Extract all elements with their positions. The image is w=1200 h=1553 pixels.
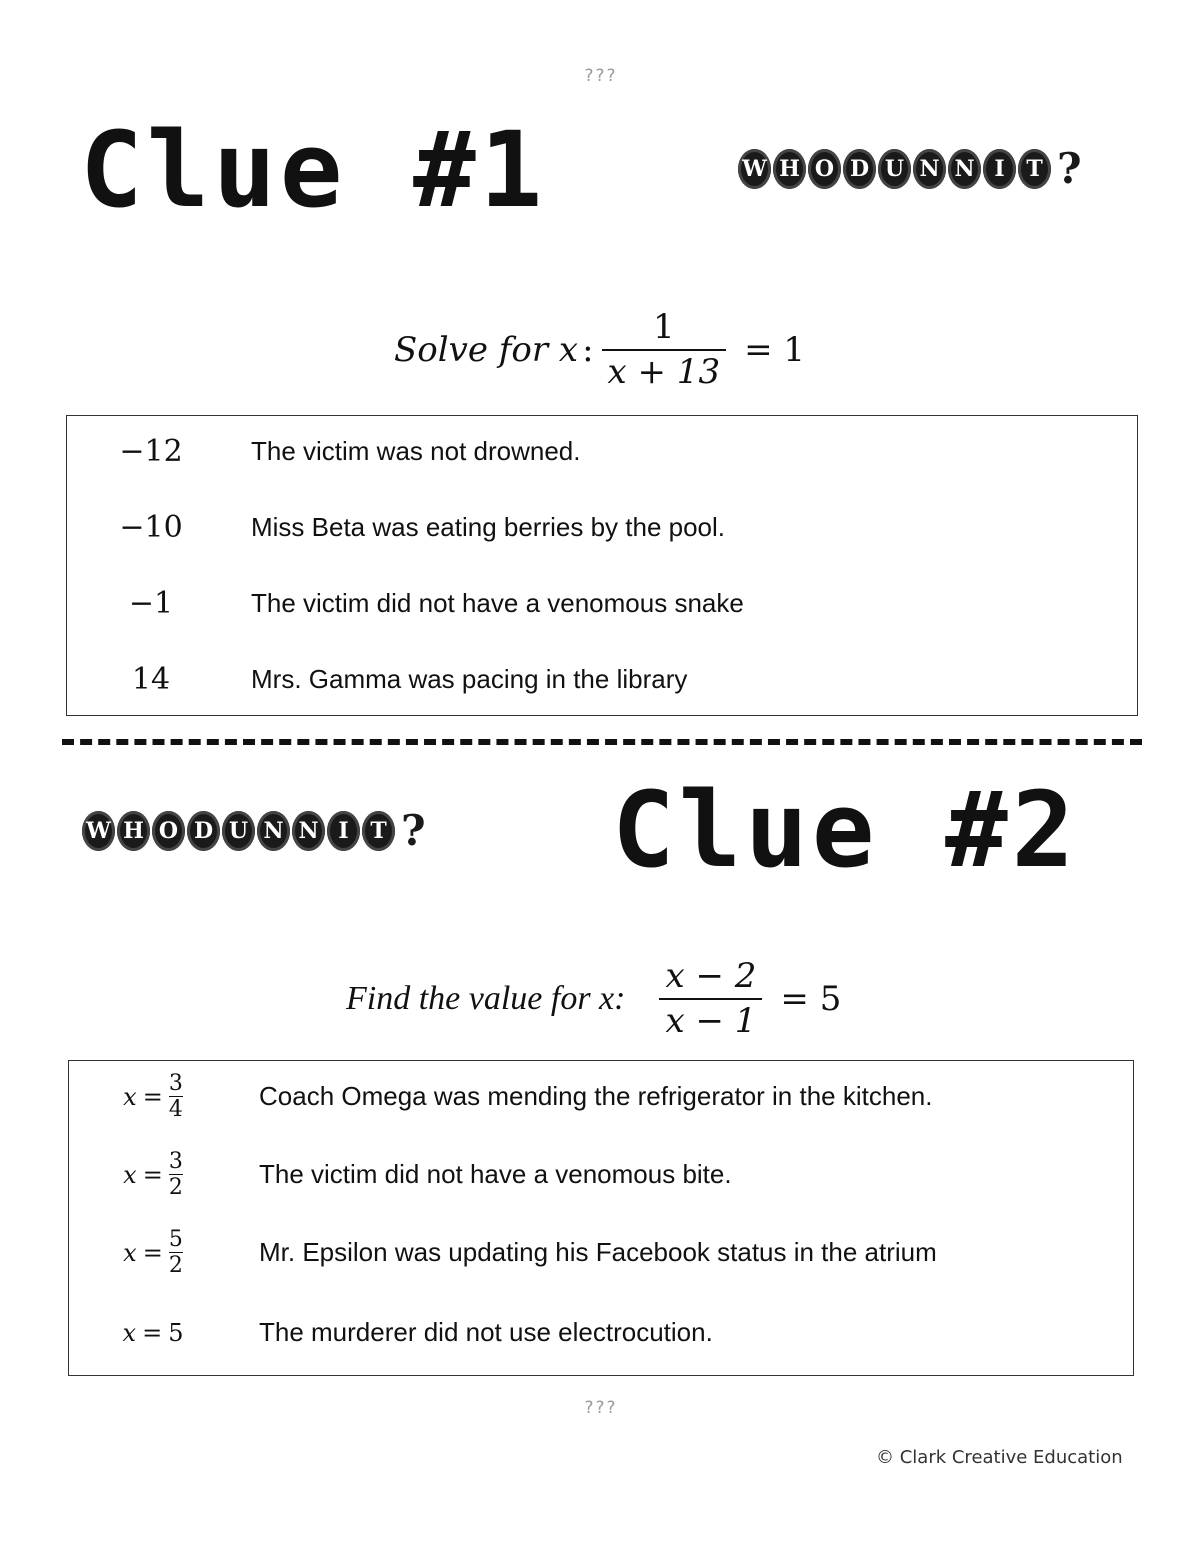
fraction-numerator: 1 xyxy=(652,307,675,347)
fraction-numerator: 5 xyxy=(168,1227,183,1252)
whodunnit-letter: W xyxy=(82,811,115,851)
answer-row xyxy=(67,586,744,621)
clue-1-title: Clue #1 xyxy=(80,109,547,231)
equation-rhs: = 1 xyxy=(744,329,806,370)
answer-text: Coach Omega was mending the refrigerator in the kitchen. xyxy=(259,1081,933,1112)
variable-x: x xyxy=(123,1160,137,1189)
clue-2-answer-box xyxy=(68,1060,1134,1376)
equation-prefix: Find the value for x: xyxy=(346,979,626,1017)
clue-1-answer-box xyxy=(66,415,1138,716)
answer-value: −12 xyxy=(119,434,183,469)
equation-colon: : xyxy=(582,329,594,370)
whodunnit-letter: T xyxy=(1018,149,1051,189)
answer-row xyxy=(67,662,687,697)
answer-row xyxy=(69,1149,732,1201)
answer-fraction xyxy=(169,1227,183,1279)
answer-value: 14 xyxy=(131,662,171,697)
equals-sign: = xyxy=(142,1238,163,1267)
fraction-denominator: 2 xyxy=(168,1175,183,1201)
whodunnit-question-mark: ? xyxy=(401,806,426,855)
fraction-numerator: 3 xyxy=(168,1149,183,1174)
whodunnit-letter: O xyxy=(152,811,185,851)
answer-row xyxy=(67,434,580,469)
whodunnit-letter: H xyxy=(773,149,806,189)
whodunnit-letter: W xyxy=(738,149,771,189)
whodunnit-letter: O xyxy=(808,149,841,189)
fraction-numerator: x − 2 xyxy=(665,956,757,996)
page-marker-bottom: ??? xyxy=(584,1398,618,1418)
whodunnit-letter: U xyxy=(222,811,255,851)
variable-x: x xyxy=(123,1238,137,1267)
whodunnit-letter: I xyxy=(327,811,360,851)
whodunnit-question-mark: ? xyxy=(1057,144,1082,193)
clue-2-title: Clue #2 xyxy=(612,769,1079,891)
answer-text: The murderer did not use electrocution. xyxy=(259,1317,713,1347)
equals-sign: = xyxy=(142,1160,163,1189)
equals-sign: = xyxy=(142,1082,163,1111)
whodunnit-letter: N xyxy=(913,149,946,189)
answer-value: −1 xyxy=(128,586,174,621)
whodunnit-letter: I xyxy=(983,149,1016,189)
whodunnit-letter: H xyxy=(117,811,150,851)
answer-fraction xyxy=(169,1149,183,1201)
variable-x: x xyxy=(123,1082,137,1111)
fraction-numerator: 3 xyxy=(168,1071,183,1096)
equation-fraction xyxy=(602,306,727,393)
answer-value: −10 xyxy=(119,510,183,545)
fraction-denominator: x + 13 xyxy=(607,351,721,392)
answer-row xyxy=(67,510,725,545)
cut-line-divider xyxy=(62,739,1142,745)
variable-x: x xyxy=(122,1318,137,1347)
answer-value xyxy=(69,1319,237,1347)
answer-whole-number: 5 xyxy=(168,1318,184,1347)
whodunnit-letter: N xyxy=(257,811,290,851)
answer-text: The victim did not have a venomous bite. xyxy=(259,1159,732,1190)
answer-value xyxy=(69,1149,237,1201)
equation-rhs: = 5 xyxy=(780,978,842,1019)
fraction-denominator: 4 xyxy=(168,1097,183,1123)
answer-value xyxy=(69,1071,237,1123)
answer-text: Miss Beta was eating berries by the pool. xyxy=(251,512,726,542)
equation-fraction xyxy=(659,955,762,1042)
clue-2-equation xyxy=(346,955,841,1042)
page-marker-top: ??? xyxy=(584,66,618,86)
equals-sign: = xyxy=(142,1318,163,1347)
whodunnit-letter: D xyxy=(843,149,876,189)
whodunnit-logo-1 xyxy=(738,144,1082,193)
whodunnit-letter: T xyxy=(362,811,395,851)
answer-fraction xyxy=(169,1071,183,1123)
answer-text: The victim was not drowned. xyxy=(251,436,581,466)
whodunnit-letter: N xyxy=(948,149,981,189)
whodunnit-letter: D xyxy=(187,811,220,851)
answer-text: The victim did not have a venomous snake xyxy=(251,588,744,618)
answer-row xyxy=(69,1071,932,1123)
fraction-denominator: 2 xyxy=(168,1253,183,1279)
fraction-denominator: x − 1 xyxy=(665,1000,757,1041)
answer-value xyxy=(69,1227,237,1279)
whodunnit-letter: N xyxy=(292,811,325,851)
whodunnit-logo-2 xyxy=(82,806,426,855)
answer-row xyxy=(69,1227,937,1279)
answer-row xyxy=(69,1317,713,1348)
equation-prefix: Solve for x xyxy=(394,329,579,370)
answer-text: Mr. Epsilon was updating his Facebook status in the atrium xyxy=(259,1237,937,1268)
whodunnit-letter: U xyxy=(878,149,911,189)
clue-1-equation xyxy=(394,306,805,393)
copyright-footer: © Clark Creative Education xyxy=(876,1447,1123,1468)
answer-text: Mrs. Gamma was pacing in the library xyxy=(251,664,688,694)
